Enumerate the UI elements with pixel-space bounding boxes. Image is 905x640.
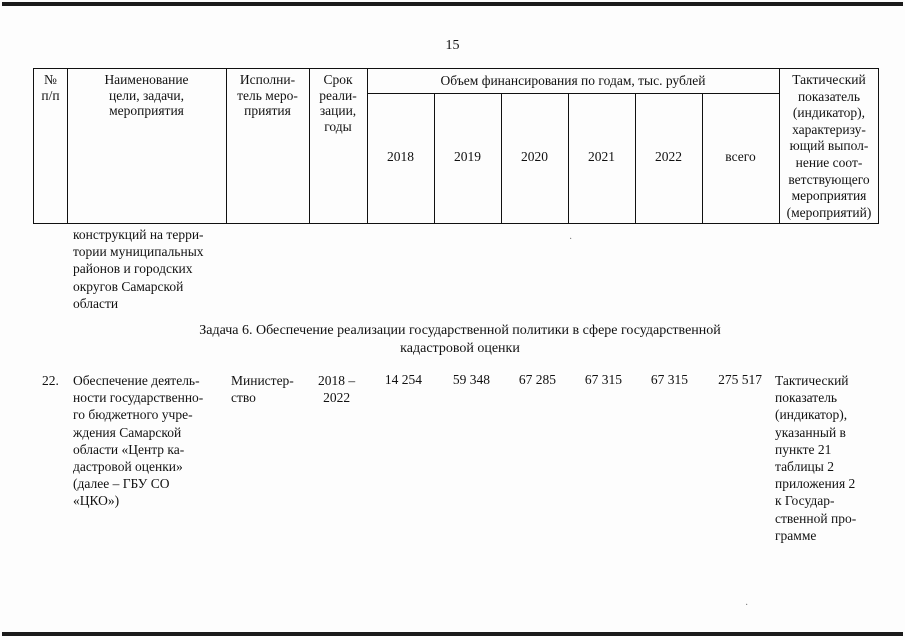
- row-value-2019: 59 348: [452, 372, 490, 387]
- header-col-indicator: Тактический показатель (индикатор), характеризу- ющий выпол- нение соот- ветствующего мероприятия (мероприятий): [786, 72, 872, 220]
- row-indicator: Тактический показатель (индикатор), указанный в пункте 21 таблицы 2 приложения 2 к Государ- ственной про- грамме: [775, 373, 857, 543]
- row-value-total: 275 517: [718, 372, 762, 387]
- top-border-rule: [2, 2, 903, 6]
- scan-speck: ·: [569, 234, 573, 245]
- row-name: Обеспечение деятель- ности государственно- го бюджетного учре- ждения Самарской области «Центр ка- дастровой оценки» (далее – ГБУ СО «ЦКО»): [73, 373, 204, 509]
- header-col-executor: Исполни- тель меро- приятия: [237, 72, 298, 118]
- row-value-2018: 14 254: [384, 372, 422, 387]
- header-col-funding: Объем финансирования по годам, тыс. рублей: [440, 73, 706, 88]
- task-heading: Задача 6. Обеспечение реализации государственной политики в сфере государственной кадастровой оценки: [199, 323, 721, 356]
- header-year: 2020: [521, 149, 548, 164]
- row-value-2021: 67 315: [584, 372, 622, 387]
- row-number: 22.: [42, 373, 59, 388]
- page-number: 15: [445, 38, 460, 53]
- header-col-term: Срок реали- зации, годы: [319, 72, 357, 134]
- table-header: [33, 68, 879, 224]
- header-total: всего: [725, 149, 756, 164]
- continued-item-text: конструкций на терри- тории муниципальных районов и городских округов Самарской области: [73, 227, 204, 311]
- header-col-name: Наименование цели, задачи, мероприятия: [104, 72, 189, 118]
- bottom-border-rule: [2, 632, 903, 636]
- header-year: 2022: [655, 149, 682, 164]
- scan-speck: ·: [745, 600, 749, 611]
- header-year: 2019: [454, 149, 481, 164]
- row-value-2022: 67 315: [650, 372, 688, 387]
- header-col-number: № п/п: [41, 72, 60, 103]
- row-value-2020: 67 285: [518, 372, 556, 387]
- funding-subdivider: [367, 93, 779, 94]
- row-term: 2018 – 2022: [318, 373, 356, 406]
- header-year: 2018: [387, 149, 414, 164]
- header-year: 2021: [588, 149, 615, 164]
- row-executor: Министер- ство: [231, 373, 294, 406]
